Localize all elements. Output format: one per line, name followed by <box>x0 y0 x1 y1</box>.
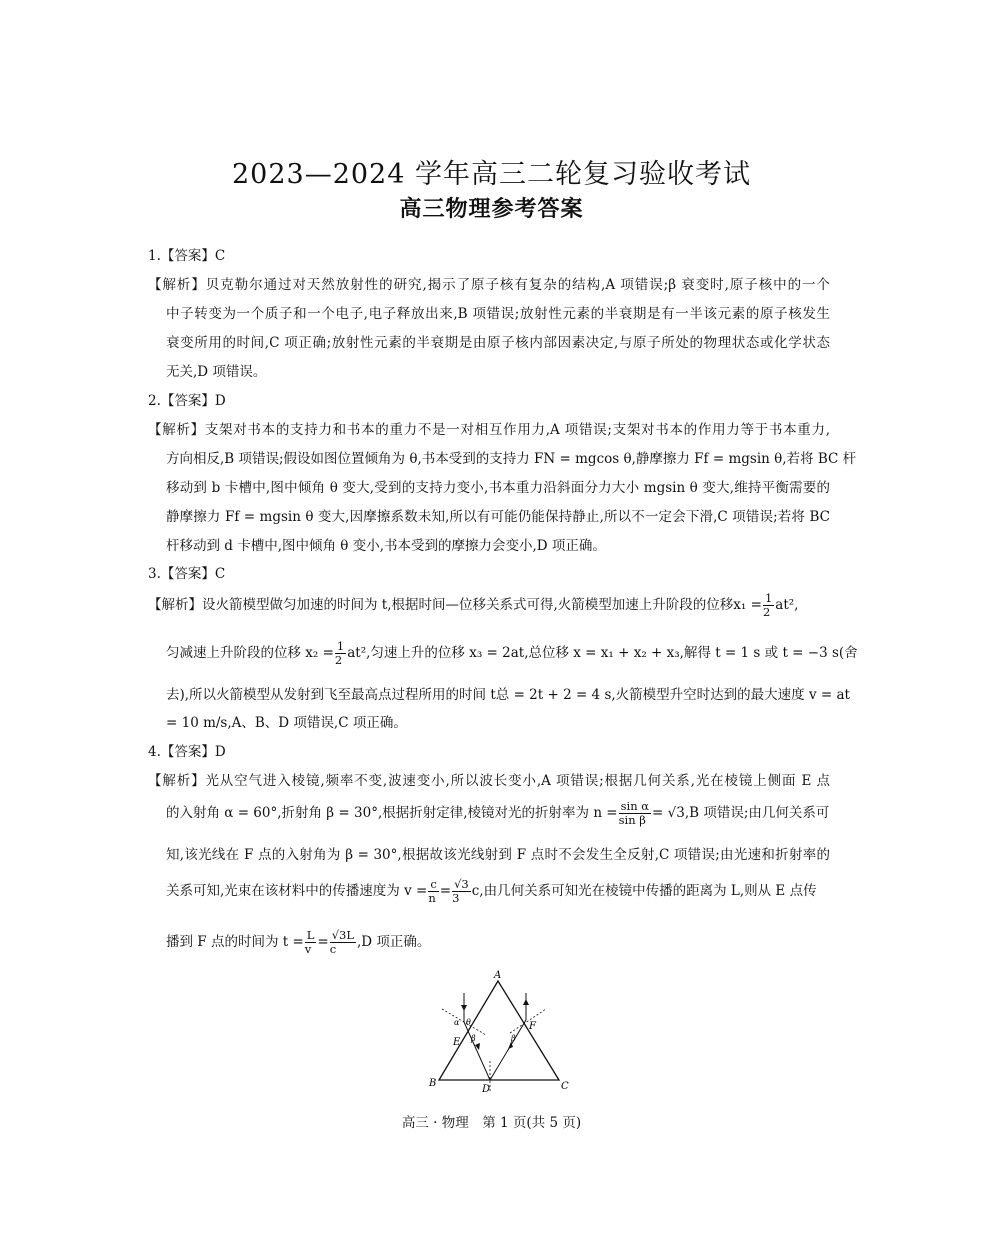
q4-line-5-text-b: ,D 项正确。 <box>357 934 431 950</box>
q4-fraction-root3l-over-c: $\frac{√3L}{c}$ <box>329 928 355 956</box>
q3-line-1-text-a: 【解析】设火箭模型做匀加速的时间为 t,根据时间—位移关系式可得,火箭模型加速上升阶段的位移x₁ = <box>148 597 762 613</box>
q2-line-4: 静摩擦力 Ff = mgsin θ 变大,因摩擦系数未知,所以有可能仍能保持静止,所以不一定会下滑,C 项错误;若将 BC <box>166 509 830 525</box>
exit-arrow-right <box>523 999 529 1005</box>
q4-line-5 <box>166 929 830 956</box>
document-title: 2023—2024 学年高三二轮复习验收考试 <box>231 159 751 190</box>
q1-line-2: 中子转变为一个质子和一个电子,电子释放出来,B 项错误;放射性元素的半衰期是有一半该元素的原子核发生 <box>166 306 830 322</box>
q1-line-1: 【解析】贝克勒尔通过对天然放射性的研究,揭示了原子核有复杂的结构,A 项错误;β 衰变时,原子核中的一个 <box>148 277 830 293</box>
label-a: A <box>494 970 502 981</box>
label-theta: θ <box>466 1018 471 1027</box>
q3-fraction-half-2: $\frac{1}{2}$ <box>334 639 345 667</box>
q4-fraction-sin: $\frac{\text{sin α}}{\text{sin β}}$ <box>618 799 650 827</box>
q4-line-1: 【解析】光从空气进入棱镜,频率不变,波速变小,所以波长变小,A 项错误;根据几何关系,光在棱镜上侧面 E 点 <box>148 773 830 789</box>
page-footer: 高三 · 物理 第 1 页(共 5 页) <box>401 1115 582 1131</box>
q3-line-4: = 10 m/s,A、B、D 项错误,C 项正确。 <box>166 715 407 731</box>
label-beta-right: β <box>511 1034 516 1043</box>
label-f: F <box>529 1021 536 1032</box>
q3-answer: 3.【答案】C <box>148 566 226 582</box>
label-alpha: α <box>454 1018 460 1027</box>
q4-line-2 <box>166 800 830 827</box>
q4-fraction-c-over-n: $\frac{c}{n}$ <box>428 877 437 905</box>
label-e: E <box>453 1037 461 1048</box>
q4-line-4-equals: = <box>439 883 452 899</box>
q3-line-1-text-b: at², <box>775 597 799 613</box>
q3-line-2 <box>166 639 858 667</box>
q4-fraction-root3-over-3: $\frac{√3}{3}$ <box>452 877 469 905</box>
q4-line-4 <box>166 878 830 905</box>
q3-line-2-text-b: at²,匀速上升的位移 x₃ = 2at,总位移 x = x₁ + x₂ + x₃,解得 t = 1 s 或 t = −3 s(舍 <box>347 645 858 661</box>
q4-line-2-text-b: = √3,B 项错误;由几何关系可 <box>652 805 830 821</box>
label-c: C <box>561 1081 569 1092</box>
internal-ray <box>464 1020 526 1080</box>
q4-line-3: 知,该光线在 F 点的入射角为 β = 30°,根据故该光线射到 F 点时不会发生全反射,C 项错误;由光速和折射率的 <box>166 847 830 863</box>
q2-line-5: 杆移动到 d 卡槽中,图中倾角 θ 变小,书本受到的摩擦力会变小,D 项正确。 <box>166 538 606 554</box>
q4-line-4-text-a: 关系可知,光束在该材料中的传播速度为 v = <box>166 883 428 899</box>
q4-answer: 4.【答案】D <box>148 744 226 760</box>
label-b: B <box>429 1078 437 1089</box>
q3-line-3: 去),所以火箭模型从发射到飞至最高点过程所用的时间 t总 = 2t + 2 = 4 s,火箭模型升空时达到的最大速度 v = at <box>166 687 850 703</box>
q4-line-5-equals: = <box>317 934 329 950</box>
q2-line-1: 【解析】支架对书本的支持力和书本的重力不是一对相互作用力,A 项错误;支架对书本的作用力等于书本重力, <box>148 422 830 438</box>
q4-line-5-text-a: 播到 F 点的时间为 t = <box>166 934 304 950</box>
prism-diagram <box>420 965 580 1095</box>
label-beta-left: β <box>471 1034 476 1043</box>
q3-line-1 <box>148 592 830 619</box>
q4-line-4-text-b: c,由几何关系可知光在棱镜中传播的距离为 L,则从 E 点传 <box>471 883 817 899</box>
q3-fraction-half-1: $\frac{1}{2}$ <box>762 591 773 619</box>
incident-arrow-left <box>461 1005 467 1011</box>
document-subtitle: 高三物理参考答案 <box>399 197 584 222</box>
q2-line-3: 移动到 b 卡槽中,图中倾角 θ 变大,受到的支持力变小,书本重力沿斜面分力大小 mgsin θ 变大,维持平衡需要的 <box>166 480 830 496</box>
label-d: D <box>482 1084 491 1095</box>
q1-line-3: 衰变所用的时间,C 项正确;放射性元素的半衰期是由原子核内部因素决定,与原子所处的物理状态或化学状态 <box>166 335 830 351</box>
q4-line-2-text-a: 的入射角 α = 60°,折射角 β = 30°,根据折射定律,棱镜对光的折射率为 n = <box>166 805 618 821</box>
q1-line-4: 无关,D 项错误。 <box>166 364 267 380</box>
q4-fraction-l-over-v: $\frac{L}{v}$ <box>304 928 315 956</box>
q3-line-2-text-a: 匀减速上升阶段的位移 x₂ = <box>166 645 334 661</box>
q1-answer: 1.【答案】C <box>148 248 226 264</box>
q2-answer: 2.【答案】D <box>148 393 226 409</box>
q2-line-2: 方向相反,B 项错误;假设如图位置倾角为 θ,书本受到的支持力 FN = mgcos θ,静摩擦力 Ff = mgsin θ,若将 BC 杆 <box>166 451 857 467</box>
